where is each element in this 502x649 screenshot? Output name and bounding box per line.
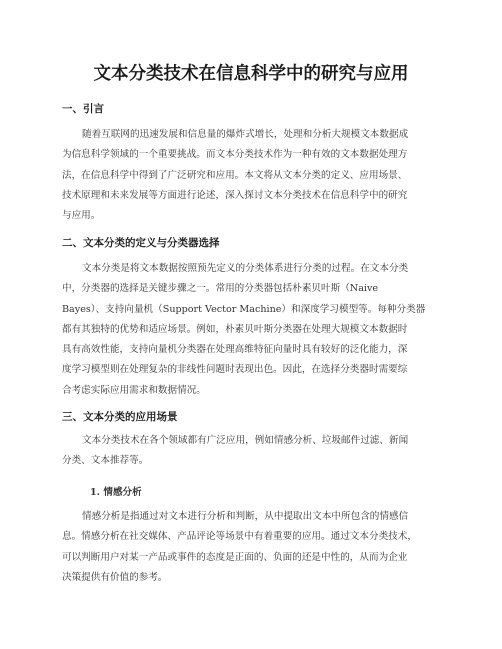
intro-paragraph xyxy=(62,125,442,226)
paragraph-line: Bayes）、支持向量机（Support Vector Machine）和深度学习模型等。每种分类器 xyxy=(62,303,426,315)
paragraph-line: 分类、文本推荐等。 xyxy=(62,455,149,467)
sentiment-paragraph xyxy=(62,507,442,588)
paragraph-line: 与应用。 xyxy=(62,210,101,222)
section-heading-applications: 三、文本分类的应用场景 xyxy=(62,411,178,423)
paragraph-line: 法，在信息科学中得到了广泛研究和应用。本文将从文本分类的定义、应用场景、 xyxy=(62,169,408,181)
document-title: 文本分类技术在信息科学中的研究与应用 xyxy=(93,64,409,84)
section-heading-intro: 一、引言 xyxy=(62,103,104,115)
paragraph-line: 可以判断用户对某一产品或事件的态度是正面的、负面的还是中性的，从而为企业 xyxy=(62,551,408,563)
subsection-heading-sentiment: 1. 情感分析 xyxy=(90,487,142,498)
paragraph-line: 决策提供有价值的参考。 xyxy=(62,571,168,583)
paragraph-line: 都有其独特的优势和适应场景。例如，朴素贝叶斯分类器在处理大规模文本数据时 xyxy=(62,323,408,335)
paragraph-line: 度学习模型则在处理复杂的非线性问题时表现出色。因此，在选择分类器时需要综 xyxy=(62,364,408,376)
paragraph-line: 技术原理和未来发展等方面进行论述，深入探讨文本分类技术在信息科学中的研究 xyxy=(62,189,408,201)
paragraph-line: 情感分析是指通过对文本进行分析和判断，从中提取出文本中所包含的情感信 xyxy=(82,511,409,522)
paragraph-line: 息。情感分析在社交媒体、产品评论等场景中有着重要的应用。通过文本分类技术， xyxy=(62,531,417,543)
paragraph-line: 文本分类技术在各个领域都有广泛应用，例如情感分析、垃圾邮件过滤、新闻 xyxy=(82,435,409,446)
applications-paragraph xyxy=(62,431,442,472)
paragraph-line: 具有高效性能，支持向量机分类器在处理高维特征向量时具有较好的泛化能力，深 xyxy=(62,344,408,356)
paragraph-line: 为信息科学领域的一个重要挑战。而文本分类技术作为一种有效的文本数据处理方 xyxy=(62,149,408,161)
paragraph-line: 中，分类器的选择是关键步骤之一。常用的分类器包括朴素贝叶斯（Naive xyxy=(62,283,379,295)
paragraph-line: 文本分类是将文本数据按照预先定义的分类体系进行分类的过程。在文本分类 xyxy=(82,263,409,274)
paragraph-line: 合考虑实际应用需求和数据情况。 xyxy=(62,384,206,396)
paragraph-line: 随着互联网的迅速发展和信息量的爆炸式增长，处理和分析大规模文本数据成 xyxy=(82,129,409,140)
section-heading-definition: 二、文本分类的定义与分类器选择 xyxy=(62,237,220,249)
definition-paragraph xyxy=(62,259,442,401)
